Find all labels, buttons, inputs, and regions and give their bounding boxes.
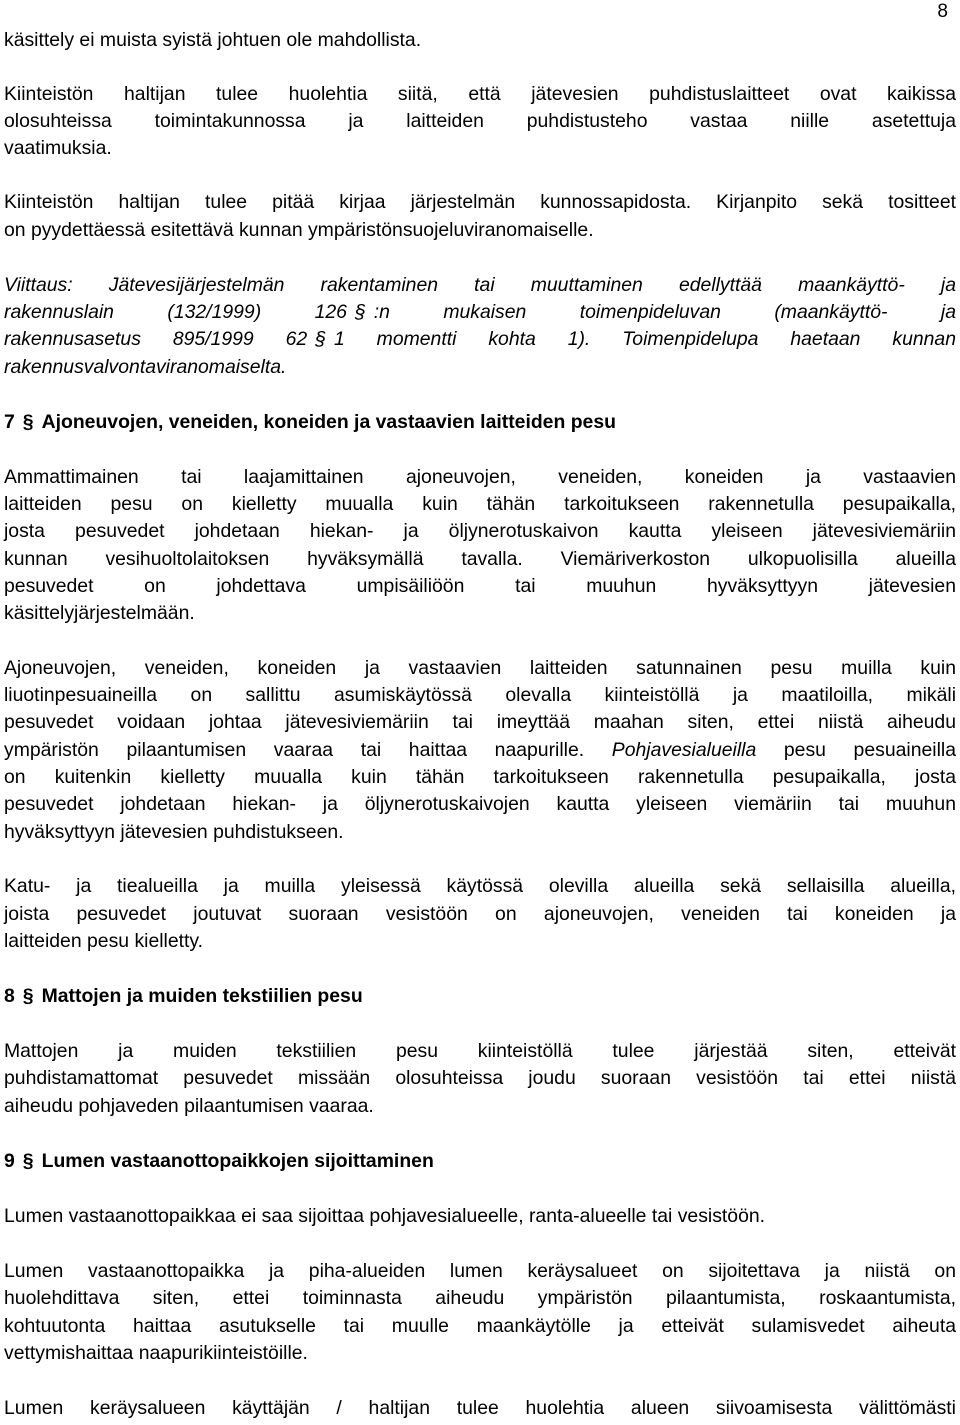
paragraph-text: ympäristön pilaantumisen vaaraa tai haittaa naapurille.: [4, 739, 612, 761]
section-number: 7: [4, 411, 15, 433]
paragraph-line: on pyydettäessä esitettävä kunnan ympäristönsuojeluviranomaiselle.: [4, 219, 594, 241]
reference-text: rakennuslain (132/1999) 126: [4, 301, 347, 323]
paragraph-line: Ammattimainen tai laajamittainen ajoneuvojen, veneiden, koneiden ja vastaavien: [4, 466, 956, 488]
paragraph-line: laitteiden pesu on kielletty muualla kuin tähän tarkoitukseen rakennetulla pesupaikalla,: [4, 493, 956, 515]
section-sign-icon: §: [354, 301, 366, 323]
paragraph-line: Lumen vastaanottopaikka ja piha-alueiden lumen keräysalueet on sijoitettava ja niistä on: [4, 1260, 956, 1282]
paragraph-line: joista pesuvedet joutuvat suoraan vesistöön on ajoneuvojen, veneiden tai koneiden ja: [4, 903, 956, 925]
paragraph-line: huolehdittava siten, ettei toiminnasta aiheudu ympäristön pilaantumista, roskaantumista,: [4, 1287, 956, 1309]
section-sign-icon: §: [22, 985, 34, 1007]
section-sign-icon: §: [22, 411, 34, 433]
paragraph-line: hyväksyttyyn jätevesien puhdistukseen.: [4, 821, 344, 843]
section-sign-icon: §: [315, 328, 326, 350]
paragraph-line: josta pesuvedet johdetaan hiekan- ja öljynerotuskaivon kautta yleiseen jätevesiviemäriin: [4, 520, 956, 542]
paragraph-line: pesuvedet johdetaan hiekan- ja öljynerotuskaivojen kautta yleiseen viemäriin tai muuhun: [4, 793, 956, 815]
paragraph-line: liuotinpesuaineilla on sallittu asumiskäytössä olevalla kiinteistöllä ja maatiloilla, mikäli: [4, 684, 956, 706]
section-title: Ajoneuvojen, veneiden, koneiden ja vastaavien laitteiden pesu: [41, 411, 616, 433]
section-title: Lumen vastaanottopaikkojen sijoittaminen: [41, 1150, 434, 1172]
paragraph-line: Ajoneuvojen, veneiden, koneiden ja vastaavien laitteiden satunnainen pesu muilla kuin: [4, 657, 956, 679]
paragraph-line: Mattojen ja muiden tekstiilien pesu kiinteistöllä tulee järjestää siten, etteivät: [4, 1040, 956, 1062]
section-heading-7: [4, 410, 616, 434]
paragraph-line: vaatimuksia.: [4, 137, 112, 159]
paragraph-line: puhdistamattomat pesuvedet missään olosuhteissa joudu suoraan vesistöön tai ettei niistä: [4, 1067, 956, 1089]
reference-line: Viittaus: Jätevesijärjestelmän rakentaminen tai muuttaminen edellyttää maankäyttö- ja: [4, 274, 956, 296]
reference-text: 1 momentti kohta 1).: [333, 328, 591, 350]
section-sign-icon: §: [22, 1150, 34, 1172]
paragraph-line: on kuitenkin kielletty muualla kuin tähän tarkoitukseen rakennetulla pesupaikalla, josta: [4, 766, 956, 788]
paragraph-line: Lumen vastaanottopaikkaa ei saa sijoittaa pohjavesialueelle, ranta-alueelle tai vesistöön.: [4, 1205, 766, 1227]
section-title: Mattojen ja muiden tekstiilien pesu: [41, 985, 363, 1007]
paragraph-line: pesuvedet voidaan johtaa jätevesiviemäriin tai imeyttää maahan siten, ettei niistä aiheudu: [4, 711, 956, 733]
reference-text: :n mukaisen toimenpideluvan (maankäyttö- ja: [373, 301, 957, 323]
paragraph-line: vettymishaittaa naapurikiinteistöille.: [4, 1342, 308, 1364]
paragraph-line: laitteiden pesu kielletty.: [4, 930, 204, 952]
paragraph-line: käsittely ei muista syistä johtuen ole mahdollista.: [4, 29, 422, 51]
reference-text: Toimenpidelupa haetaan kunnan: [590, 328, 956, 350]
paragraph-line: Kiinteistön haltijan tulee huolehtia siitä, että jätevesien puhdistuslaitteet ovat kaikissa: [4, 83, 956, 105]
section-heading-8: [4, 984, 363, 1008]
reference-line: [4, 300, 956, 324]
paragraph-line: [4, 738, 956, 762]
paragraph-line: pesuvedet on johdettava umpisäiliöön tai muuhun hyväksyttyyn jätevesien: [4, 575, 956, 597]
paragraph-line: olosuhteissa toimintakunnossa ja laitteiden puhdistusteho vastaa niille asetettuja: [4, 110, 956, 132]
emphasis-text: Pohjavesialueilla: [611, 739, 757, 761]
section-number: 9: [4, 1150, 15, 1172]
paragraph-line: Katu- ja tiealueilla ja muilla yleisessä käytössä olevilla alueilla sekä sellaisilla alueilla,: [4, 875, 956, 897]
page-number: 8: [937, 1, 948, 22]
paragraph-line: Kiinteistön haltijan tulee pitää kirjaa järjestelmän kunnossapidosta. Kirjanpito sekä tositteet: [4, 191, 956, 213]
reference-text: rakennusasetus 895/1999 62: [4, 328, 308, 350]
section-heading-9: [4, 1149, 434, 1173]
paragraph-line: käsittelyjärjestelmään.: [4, 602, 195, 624]
paragraph-text: pesu pesuaineilla: [756, 739, 956, 761]
reference-line: [4, 327, 956, 351]
section-number: 8: [4, 985, 15, 1007]
paragraph-line: Lumen keräysalueen käyttäjän / haltijan tulee huolehtia alueen siivoamisesta välittömästi: [4, 1397, 956, 1419]
reference-line: rakennusvalvontaviranomaiselta.: [4, 356, 287, 378]
paragraph-line: aiheudu pohjaveden pilaantumisen vaaraa.: [4, 1095, 374, 1117]
paragraph-line: kunnan vesihuoltolaitoksen hyväksymällä tavalla. Viemäriverkoston ulkopuolisilla alueilla: [4, 548, 956, 570]
paragraph-line: kohtuutonta haittaa asutukselle tai muulle maankäytölle ja etteivät sulamisvedet aiheuta: [4, 1315, 956, 1337]
